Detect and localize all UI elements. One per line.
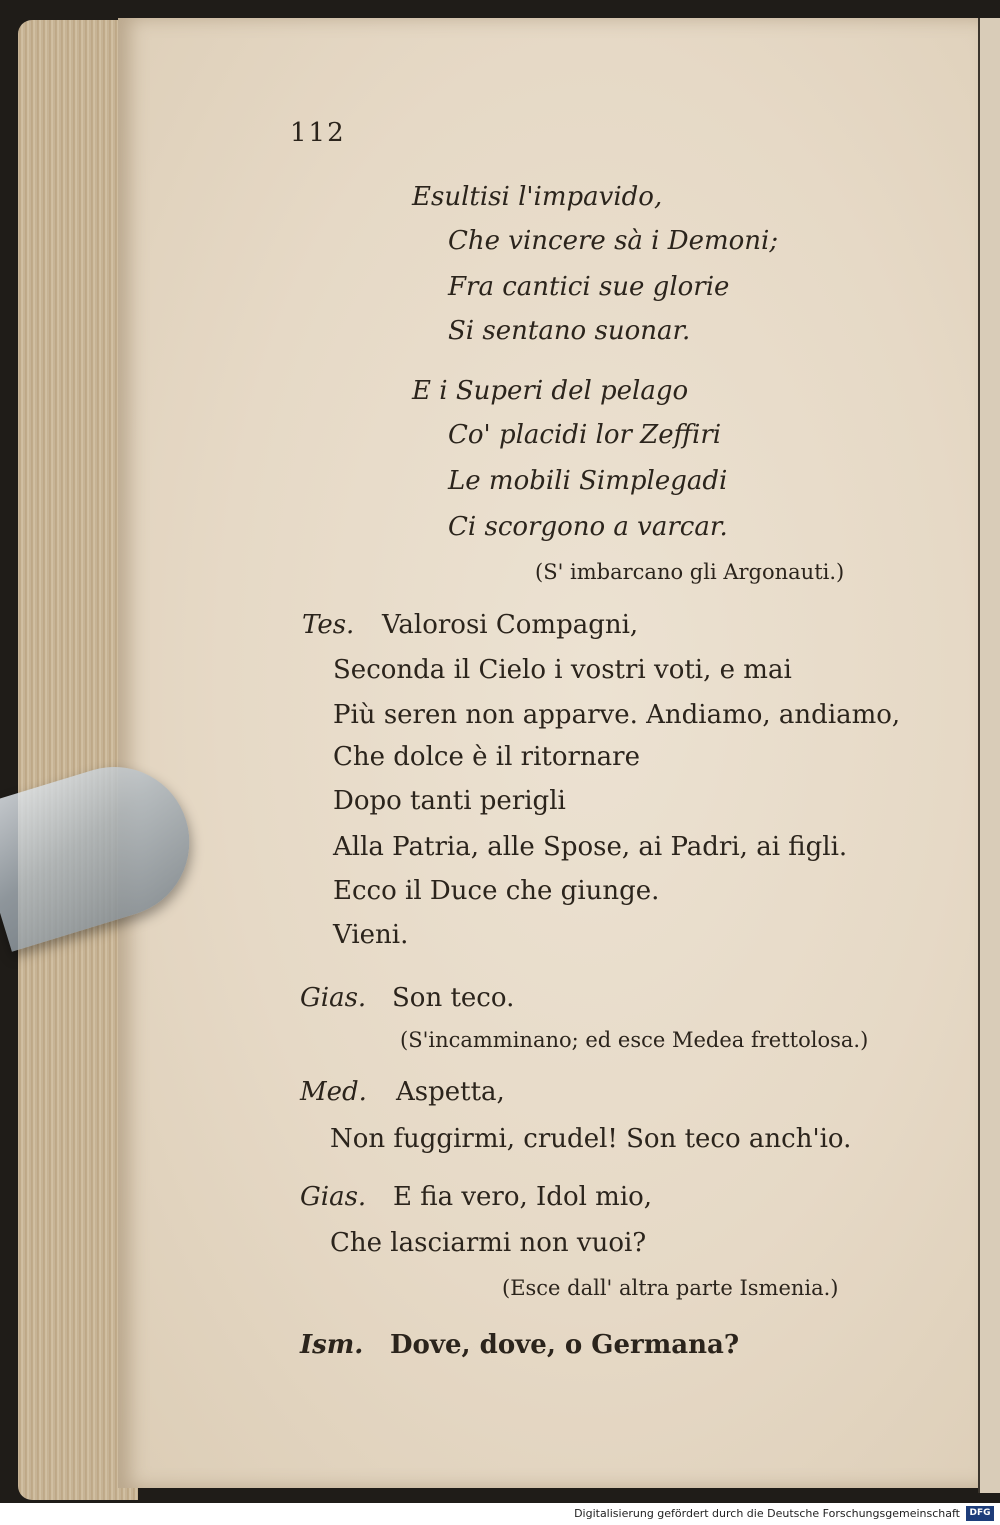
stage-direction: (S'incamminano; ed esce Medea frettolosa.) (400, 1028, 869, 1052)
dialogue-line: Che dolce è il ritornare (333, 742, 640, 772)
dialogue-line: Seconda il Cielo i vostri voti, e mai (333, 655, 792, 685)
dialogue-line: Che lasciarmi non vuoi? (330, 1228, 647, 1258)
dialogue-line: Valorosi Compagni, (382, 610, 639, 640)
speaker-label: Gias. (300, 1182, 367, 1212)
dialogue-line: Aspetta, (396, 1077, 505, 1107)
verse-line: Le mobili Simplegadi (448, 466, 728, 496)
speaker-label: Tes. (302, 610, 355, 640)
speaker-label: Gias. (300, 983, 367, 1013)
dialogue-line: Son teco. (392, 983, 515, 1013)
verse-line: Fra cantici sue glorie (448, 272, 730, 302)
verse-line: Co' placidi lor Zeffiri (448, 420, 722, 450)
dialogue-line: Dove, dove, o Germana? (390, 1330, 740, 1360)
verse-line: Che vincere sà i Demoni; (448, 226, 779, 256)
dfg-logo: DFG (966, 1506, 994, 1521)
dialogue-line: Dopo tanti perigli (333, 786, 566, 816)
dialogue-line: Non fuggirmi, crudel! Son teco anch'io. (330, 1124, 852, 1154)
verse-line: E i Superi del pelago (412, 376, 689, 406)
dialogue-line: Più seren non apparve. Andiamo, andiamo, (333, 700, 901, 730)
dialogue-line: E fia vero, Idol mio, (393, 1182, 653, 1212)
verse-line: Ci scorgono a varcar. (448, 512, 728, 542)
dialogue-line: Vieni. (333, 920, 409, 950)
stage-direction: (Esce dall' altra parte Ismenia.) (502, 1276, 839, 1300)
verse-line: Esultisi l'impavido, (412, 182, 663, 212)
stage-direction: (S' imbarcano gli Argonauti.) (535, 560, 845, 584)
verse-line: Si sentano suonar. (448, 316, 691, 346)
funding-credit: Digitalisierung gefördert durch die Deutsche Forschungsgemeinschaft (574, 1507, 960, 1520)
dialogue-line: Alla Patria, alle Spose, ai Padri, ai figli. (333, 832, 848, 862)
dialogue-line: Ecco il Duce che giunge. (333, 876, 660, 906)
footer-bar (0, 1503, 1000, 1525)
speaker-label: Ism. (300, 1330, 364, 1360)
speaker-label: Med. (300, 1077, 367, 1107)
page-number: 112 (290, 118, 346, 148)
